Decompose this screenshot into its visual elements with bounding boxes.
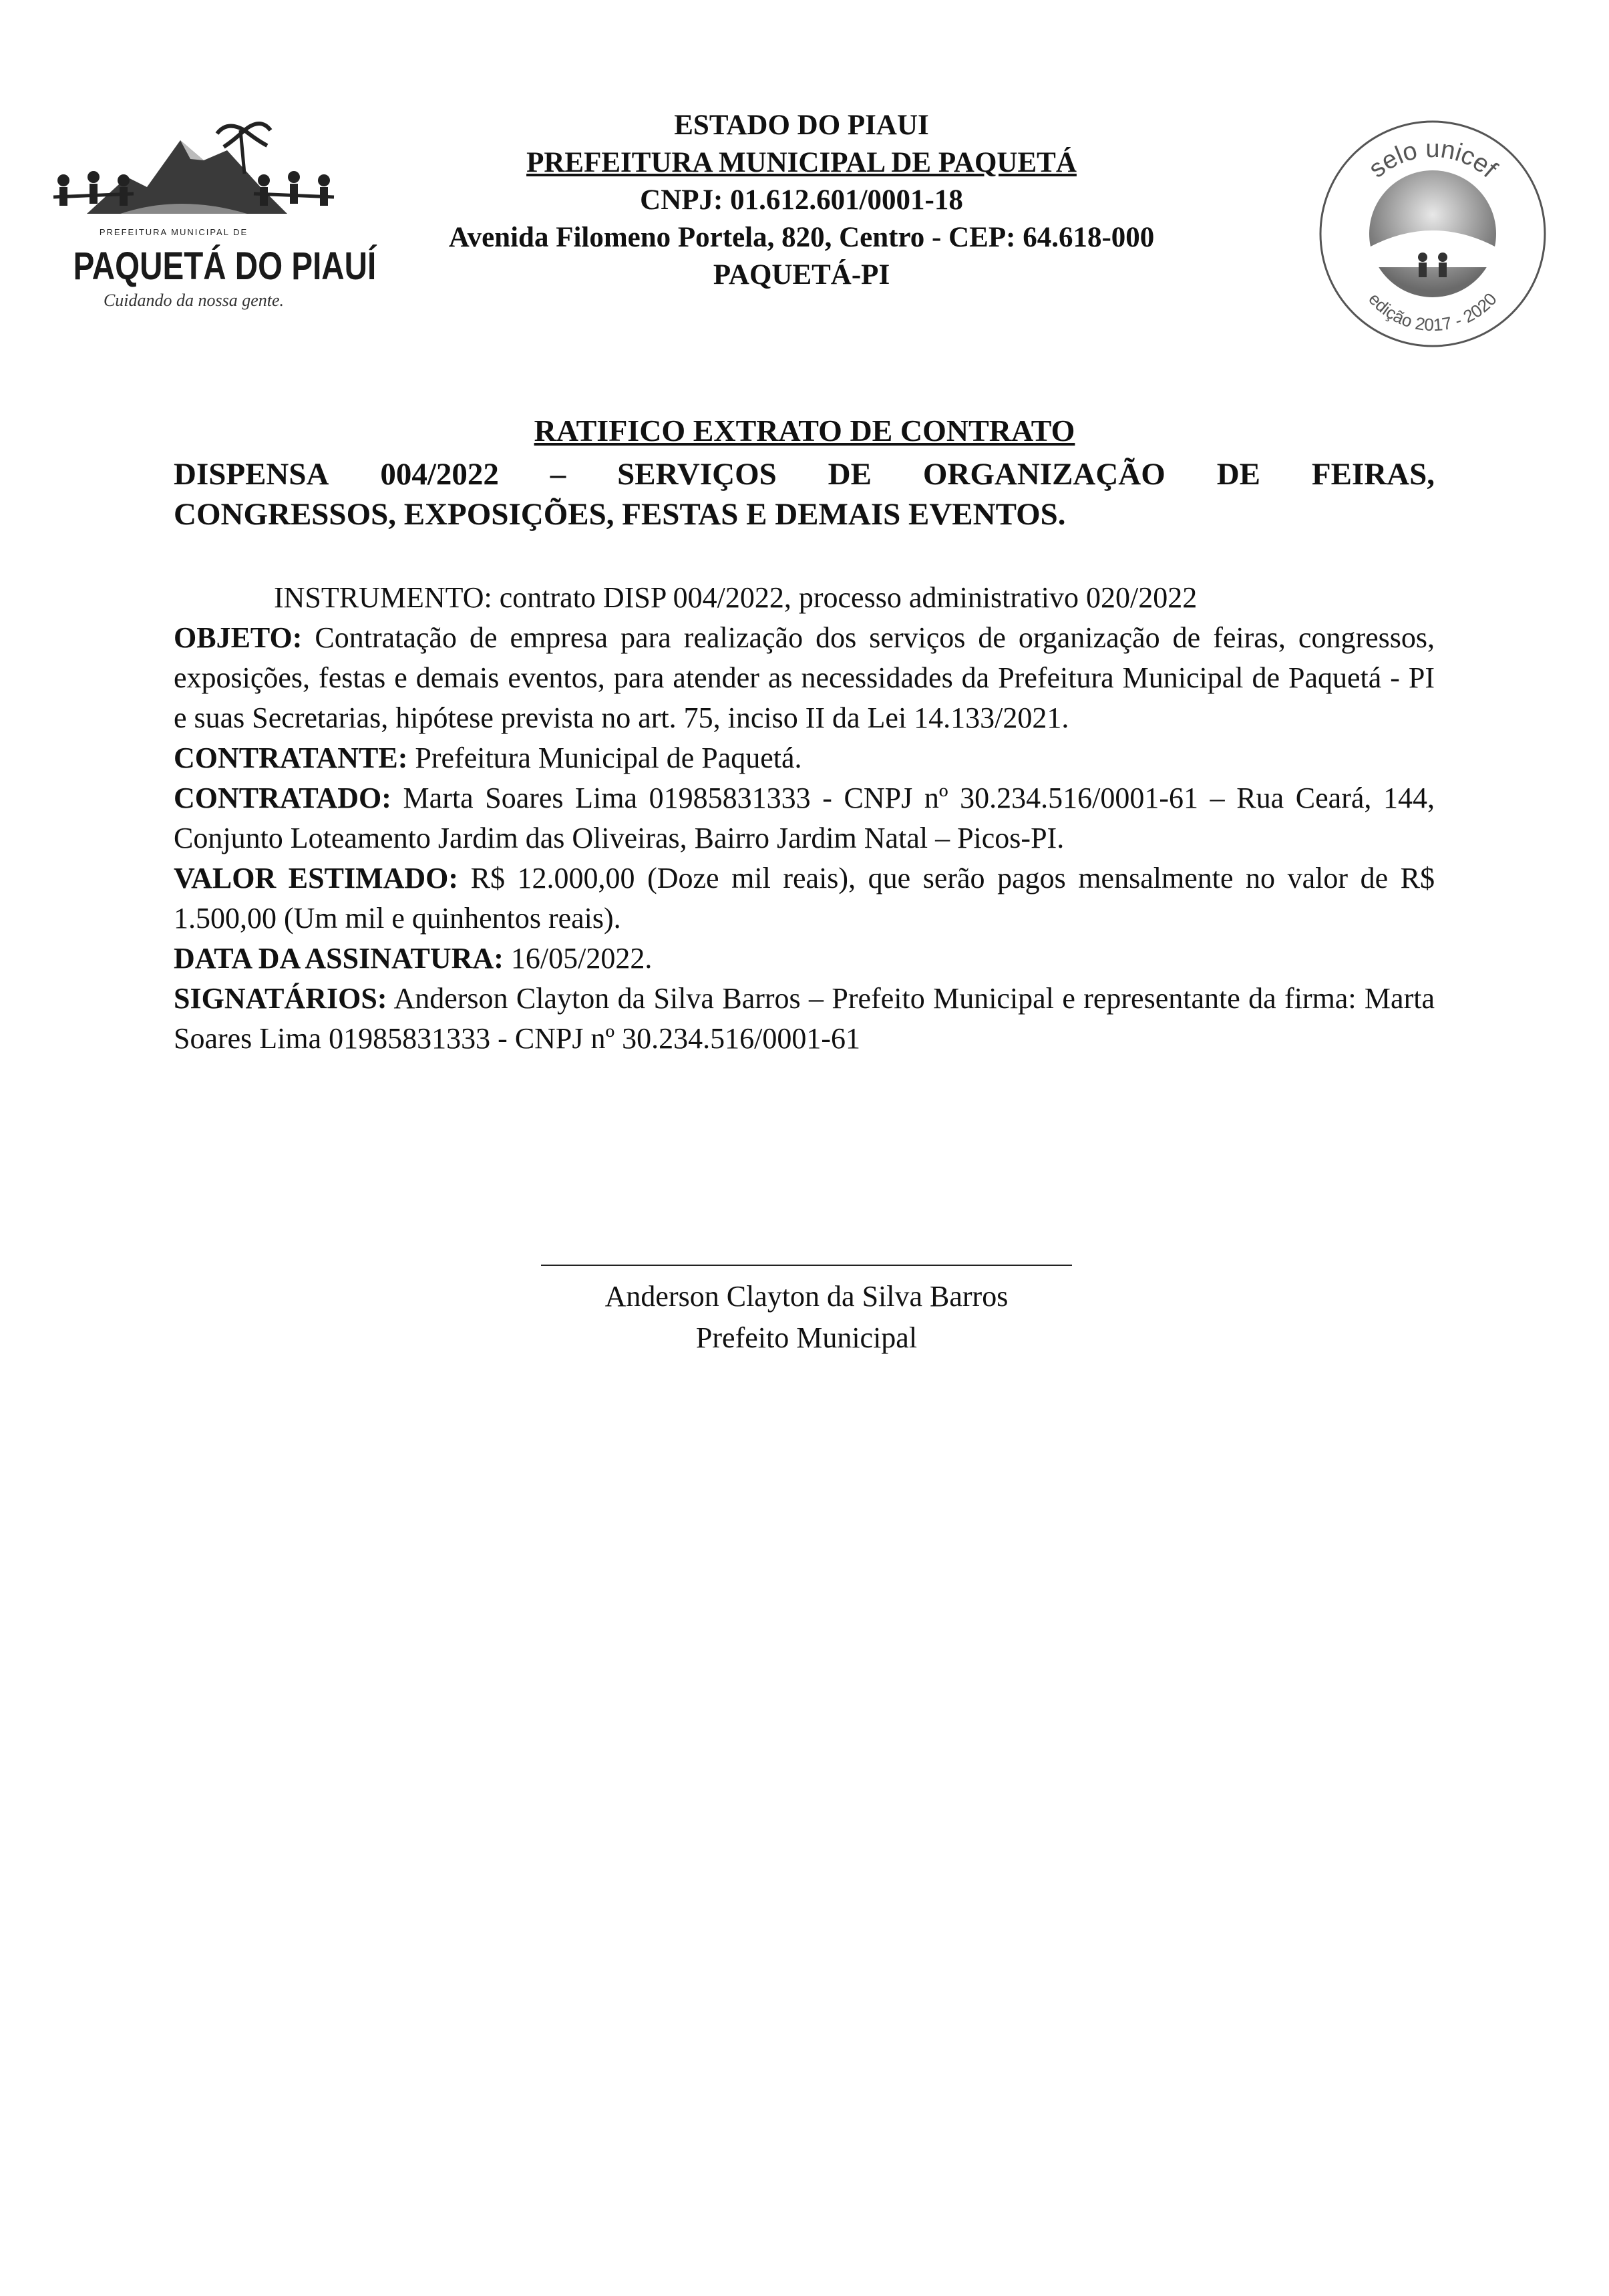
- contratante-label: CONTRATANTE:: [174, 742, 408, 774]
- document-title: RATIFICO EXTRATO DE CONTRATO: [534, 414, 1075, 448]
- mountains-people-icon: [47, 114, 341, 234]
- seal-bottom-text: edição 2017 - 2020: [1365, 289, 1501, 335]
- signature-block: [468, 1276, 1145, 1359]
- subtitle-word: DE: [1216, 457, 1260, 492]
- instrumento-paragraph: INSTRUMENTO: contrato DISP 004/2022, processo administrativo 020/2022: [274, 581, 1198, 614]
- contratado-text: Marta Soares Lima 01985831333 - CNPJ nº 30.234.516/0001-61 – Rua Ceará, 144, Conjunto Loteamento Jardim das Oliveiras, Bairro Jardim Natal – Picos-PI.: [174, 782, 1435, 854]
- logo-slogan: Cuidando da nossa gente.: [103, 291, 285, 310]
- subtitle-word: –: [550, 457, 566, 492]
- subtitle-line-1: [174, 454, 1435, 494]
- valor-paragraph: [174, 858, 1435, 939]
- header-prefecture: PREFEITURA MUNICIPAL DE PAQUETÁ: [526, 147, 1077, 178]
- objeto-text: Contratação de empresa para realização dos serviços de organização de feiras, congressos, exposições, festas e demais eventos, para atender as necessidades da Prefeitura Municipal de Paquetá - PI e suas Secretarias, hipótese prevista no art. 75, inciso II da Lei 14.133/2021.: [174, 621, 1435, 734]
- seal-top-text: selo unicef: [1363, 135, 1503, 184]
- data-paragraph: [174, 939, 1435, 979]
- signature-line: [541, 1265, 1072, 1266]
- subtitle-line-2: CONGRESSOS, EXPOSIÇÕES, FESTAS E DEMAIS EVENTOS.: [174, 497, 1066, 532]
- header-address: Avenida Filomeno Portela, 820, Centro - CEP: 64.618-000: [448, 222, 1155, 253]
- document-header: [361, 107, 1242, 294]
- subtitle-word: SERVIÇOS: [617, 457, 777, 492]
- unicef-seal: [1312, 114, 1553, 354]
- signatarios-paragraph: [174, 979, 1435, 1059]
- seal-icon: [1312, 114, 1553, 354]
- logo-subtitle: PREFEITURA MUNICIPAL DE: [99, 227, 248, 237]
- signatarios-label: SIGNATÁRIOS:: [174, 982, 387, 1015]
- municipality-logo: [47, 114, 377, 314]
- subtitle-word: FEIRAS,: [1311, 457, 1435, 492]
- document-body: [174, 578, 1435, 1059]
- contratante-paragraph: [174, 738, 1435, 778]
- document-subtitle: [174, 454, 1435, 534]
- objeto-paragraph: [174, 618, 1435, 738]
- objeto-label: OBJETO:: [174, 621, 303, 654]
- subtitle-word: DISPENSA: [174, 457, 329, 492]
- header-city: PAQUETÁ-PI: [713, 259, 890, 291]
- valor-text: R$ 12.000,00 (Doze mil reais), que serão pagos mensalmente no valor de R$ 1.500,00 (Um mil e quinhentos reais).: [174, 862, 1435, 935]
- header-state: ESTADO DO PIAUI: [674, 110, 929, 141]
- contratado-paragraph: [174, 778, 1435, 858]
- data-label: DATA DA ASSINATURA:: [174, 942, 504, 975]
- contratante-text: Prefeitura Municipal de Paquetá.: [407, 742, 802, 774]
- signature-role: Prefeito Municipal: [695, 1321, 918, 1354]
- valor-label: VALOR ESTIMADO:: [174, 862, 459, 894]
- header-cnpj: CNPJ: 01.612.601/0001-18: [640, 184, 963, 216]
- subtitle-word: DE: [828, 457, 872, 492]
- subtitle-word: ORGANIZAÇÃO: [922, 457, 1166, 492]
- subtitle-word: 004/2022: [380, 457, 499, 492]
- data-text: 16/05/2022.: [503, 942, 653, 975]
- signature-name: Anderson Clayton da Silva Barros: [604, 1280, 1009, 1313]
- contratado-label: CONTRATADO:: [174, 782, 391, 814]
- logo-name: PAQUETÁ DO PIAUÍ: [73, 244, 377, 288]
- signatarios-text: Anderson Clayton da Silva Barros – Prefeito Municipal e representante da firma: Marta Soares Lima 01985831333 - CNPJ nº 30.234.516/0001-61: [174, 982, 1435, 1055]
